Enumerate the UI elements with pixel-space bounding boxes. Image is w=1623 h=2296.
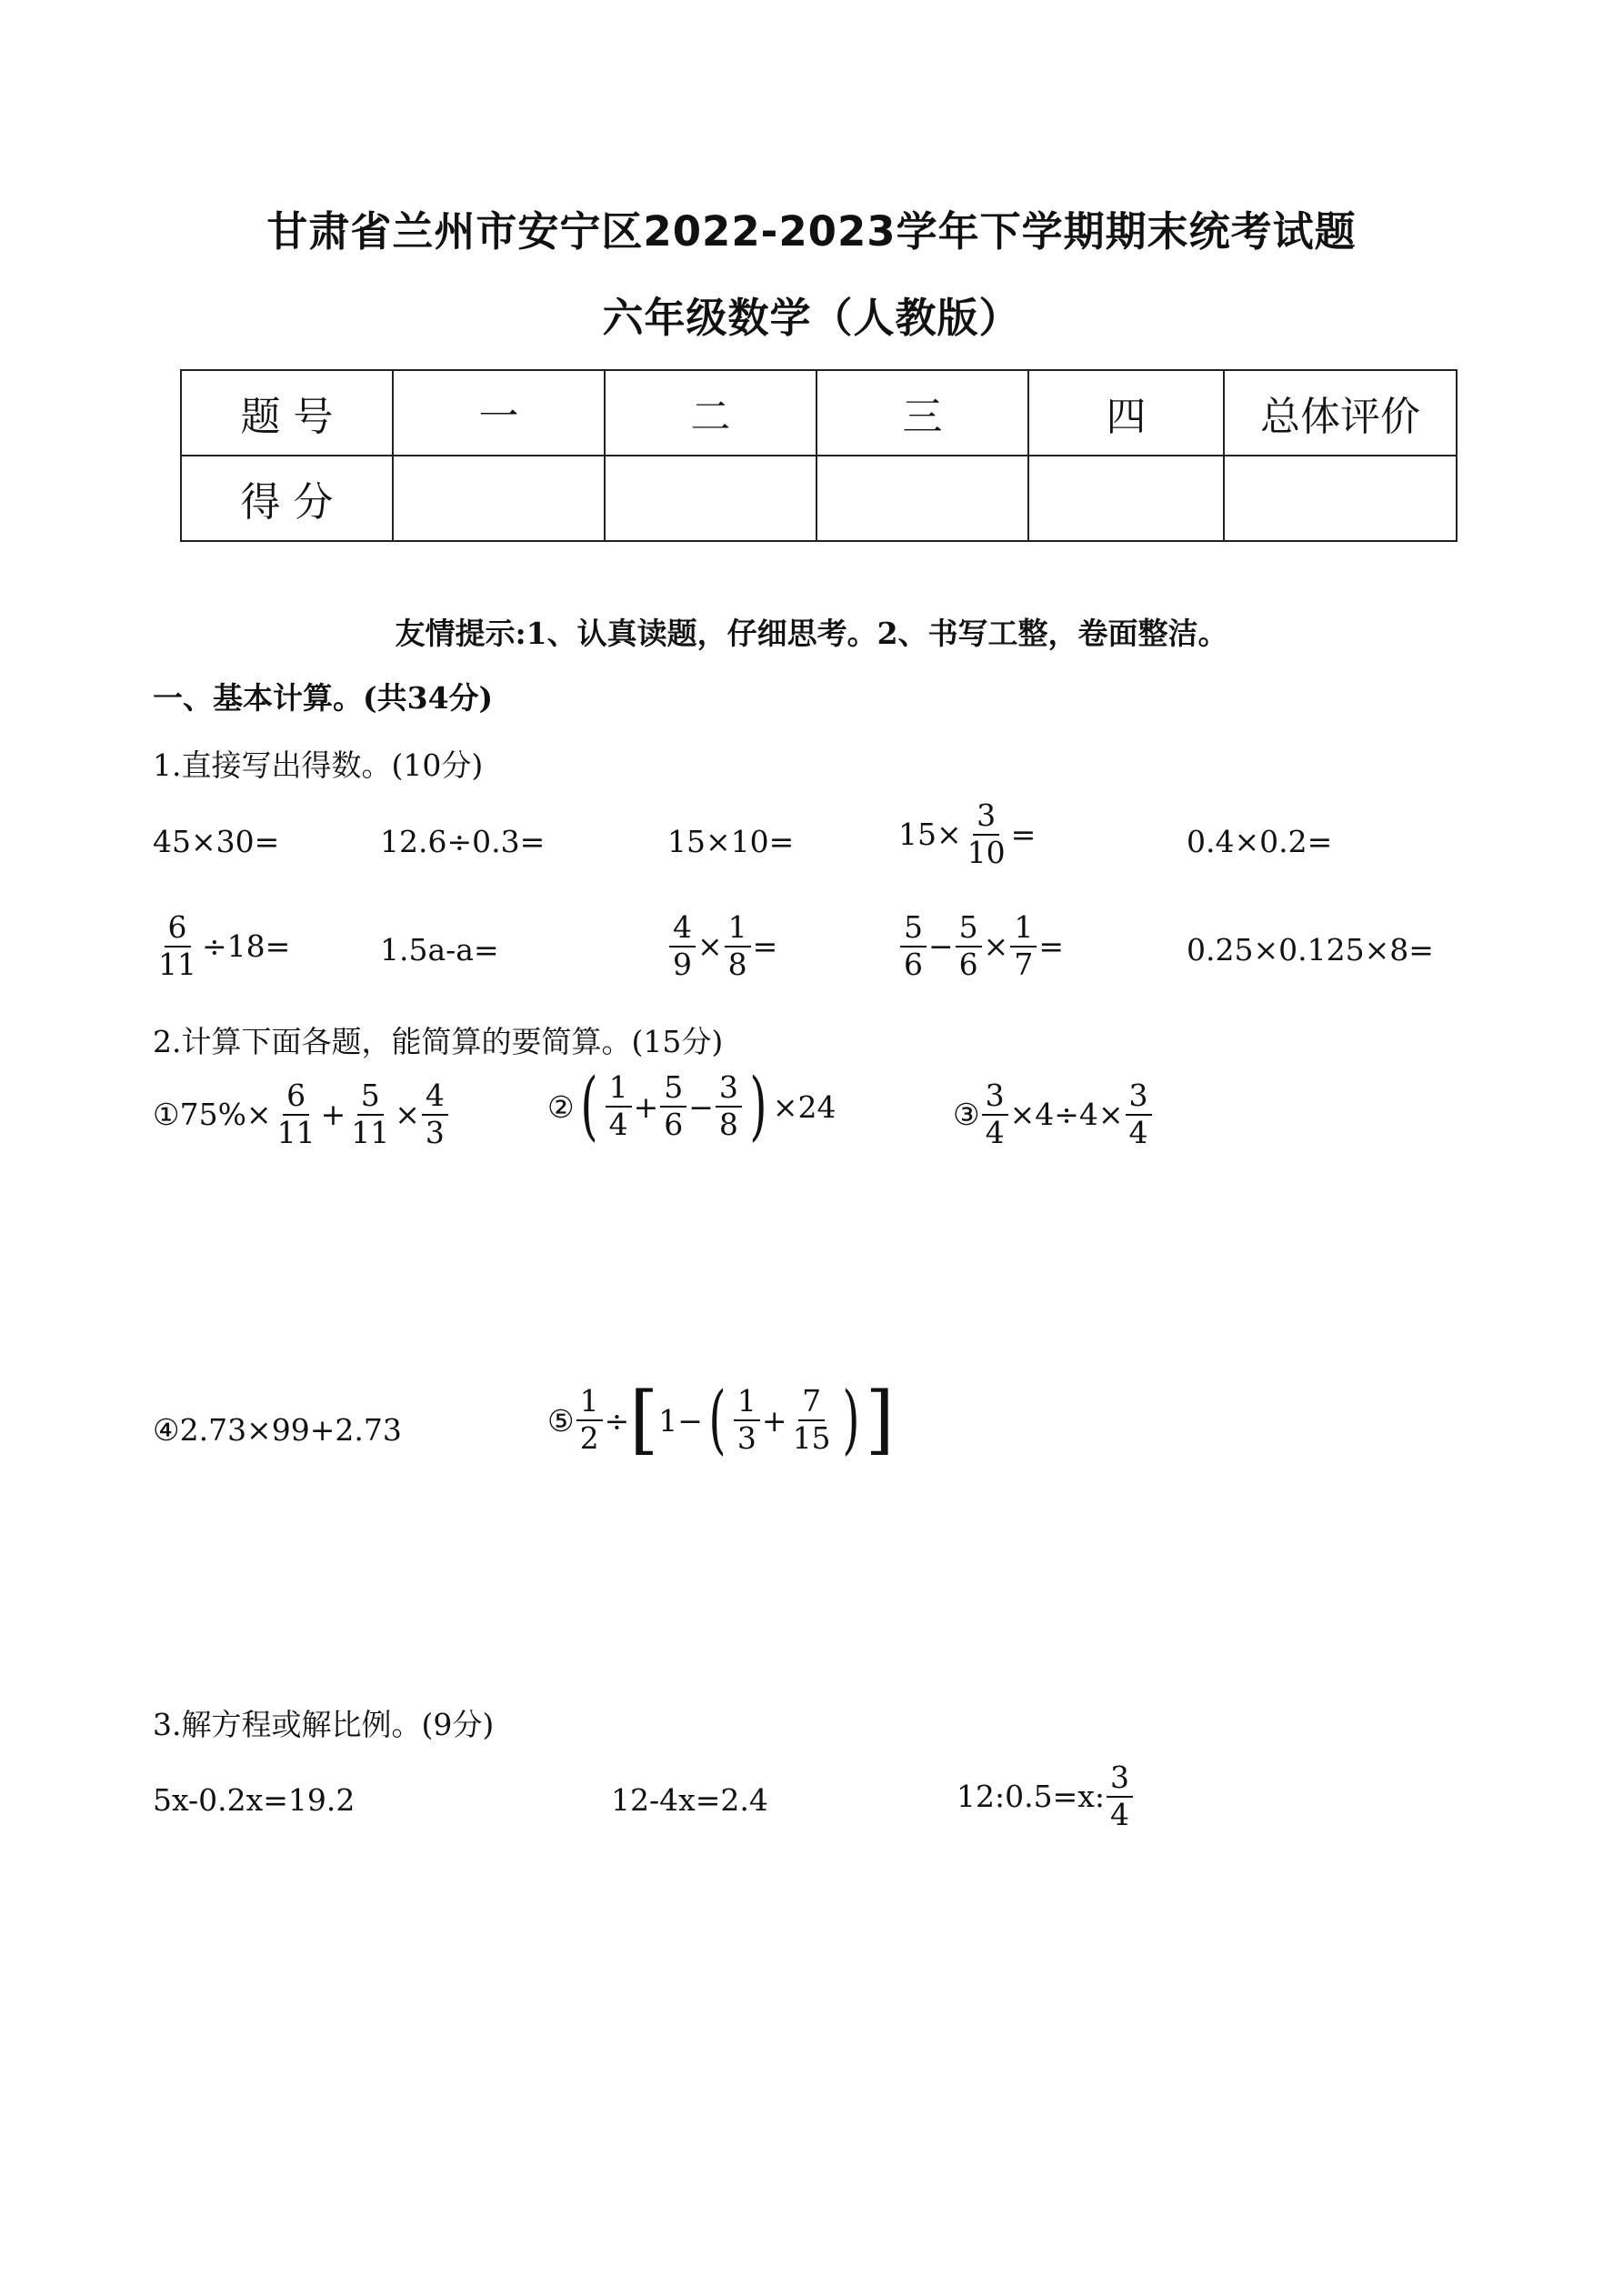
numerator: 3: [982, 1080, 1008, 1116]
q2-problem-3: [953, 1080, 1154, 1148]
numerator: 5: [357, 1080, 384, 1116]
expr-text: =: [1038, 928, 1064, 965]
q1-item: [898, 797, 1037, 870]
denominator: 11: [158, 946, 196, 982]
score-input-cell[interactable]: [1028, 456, 1224, 541]
numerator: 1: [734, 1386, 760, 1421]
question-2-title: 2.计算下面各题，能简算的要简算。(15分): [153, 1024, 724, 1059]
operator: ×: [697, 928, 723, 965]
expr-text: 12:0.5=x:: [957, 1779, 1105, 1815]
q1-item: 0.4×0.2=: [1187, 824, 1333, 859]
denominator: 6: [904, 946, 923, 982]
numerator: 3: [1107, 1762, 1133, 1798]
q1-item: 0.25×0.125×8=: [1187, 932, 1434, 968]
score-table-score-row: [181, 456, 1457, 541]
fraction: [422, 1080, 448, 1148]
operator: −: [928, 928, 954, 965]
fraction: [274, 1080, 319, 1148]
operator: +: [320, 1097, 346, 1133]
denominator: 11: [276, 1114, 316, 1150]
fraction: [660, 1069, 686, 1142]
expr-text: ×4÷4×: [1009, 1097, 1124, 1133]
section-heading: 一、基本计算。(共34分): [153, 680, 494, 716]
numerator: 5: [660, 1072, 686, 1108]
denominator: 9: [673, 946, 692, 982]
fraction: [982, 1080, 1008, 1148]
question-3-title: 3.解方程或解比例。(9分): [153, 1707, 495, 1742]
denominator: 2: [579, 1420, 599, 1456]
q2-problem-4: ④2.73×99+2.73: [153, 1412, 402, 1448]
score-table-cell: 得 分: [181, 456, 393, 541]
fraction: [155, 909, 200, 982]
expr-text: 1−: [658, 1402, 703, 1439]
expr-text: 15×: [898, 817, 962, 853]
operator: +: [761, 1402, 787, 1439]
fraction: [576, 1383, 603, 1456]
fraction: [347, 1080, 393, 1148]
numerator: 4: [422, 1080, 448, 1116]
question-1-title: 1.直接写出得数。(10分): [153, 747, 484, 783]
fraction: [669, 909, 696, 982]
left-bracket: [: [629, 1377, 659, 1463]
numerator: 1: [606, 1072, 632, 1108]
right-bracket: ]: [865, 1377, 895, 1463]
q3-equation: 12-4x=2.4: [611, 1782, 768, 1818]
denominator: 15: [792, 1420, 831, 1456]
denominator: 4: [985, 1114, 1005, 1150]
expr-text: =: [1010, 817, 1037, 853]
score-input-cell[interactable]: [1224, 456, 1457, 541]
fraction: [956, 909, 982, 982]
q2-problem-5: [547, 1377, 895, 1463]
denominator: 6: [664, 1107, 684, 1142]
page-subtitle: 六年级数学（人教版）: [602, 294, 1021, 342]
expr-text: ②: [547, 1088, 575, 1125]
numerator: 6: [165, 912, 191, 947]
q2-problem-1: [153, 1080, 450, 1148]
denominator: 4: [608, 1107, 628, 1142]
numerator: 1: [1010, 912, 1037, 947]
score-table-cell: 三: [817, 370, 1028, 456]
denominator: 3: [736, 1420, 756, 1456]
numerator: 5: [956, 912, 982, 947]
q1-item: [898, 909, 1064, 982]
expr-text: ×24: [772, 1088, 837, 1125]
tip-text: 友情提示:1、认真读题，仔细思考。2、书写工整，卷面整洁。: [395, 616, 1228, 651]
score-input-cell[interactable]: [393, 456, 605, 541]
denominator: 8: [718, 1107, 738, 1142]
expr-text: ÷18=: [202, 928, 291, 965]
score-table-cell: 二: [605, 370, 817, 456]
score-input-cell[interactable]: [817, 456, 1028, 541]
right-paren: ): [749, 1063, 767, 1149]
left-paren: (: [579, 1063, 598, 1149]
fraction: [964, 797, 1009, 870]
numerator: 3: [716, 1072, 742, 1108]
expr-text: ⑤: [547, 1402, 575, 1439]
denominator: 6: [958, 946, 978, 982]
operator: +: [633, 1088, 659, 1125]
right-paren: ): [841, 1377, 860, 1463]
score-table: [180, 369, 1458, 542]
fraction: [789, 1383, 835, 1456]
operator: ×: [395, 1097, 420, 1133]
score-table-cell: 四: [1028, 370, 1224, 456]
q3-equation: 5x-0.2x=19.2: [153, 1782, 356, 1818]
fraction: [900, 909, 927, 982]
page-title: 甘肃省兰州市安宁区2022-2023学年下学期期末统考试题: [266, 207, 1357, 256]
operator: −: [688, 1088, 714, 1125]
q3-equation: [957, 1762, 1135, 1830]
q2-problem-2: [547, 1063, 837, 1149]
expr-text: ①75%×: [153, 1097, 272, 1133]
fraction: [734, 1383, 760, 1456]
score-table-cell: 总体评价: [1224, 370, 1457, 456]
q1-item: [153, 909, 291, 982]
score-table-header-row: [181, 370, 1457, 456]
score-input-cell[interactable]: [605, 456, 817, 541]
left-paren: (: [708, 1377, 726, 1463]
denominator: 10: [967, 834, 1006, 870]
numerator: 4: [669, 912, 696, 947]
fraction: [725, 909, 751, 982]
denominator: 8: [727, 946, 747, 982]
numerator: 1: [725, 912, 751, 947]
denominator: 11: [351, 1114, 390, 1150]
expr-text: ③: [953, 1097, 980, 1133]
fraction: [1107, 1762, 1133, 1830]
denominator: 7: [1014, 946, 1034, 982]
denominator: 4: [1109, 1796, 1129, 1832]
operator: ÷: [604, 1402, 630, 1439]
denominator: 4: [1128, 1114, 1148, 1150]
q1-item: 1.5a-a=: [380, 932, 499, 968]
fraction: [606, 1069, 632, 1142]
fraction: [1126, 1080, 1152, 1148]
numerator: 3: [973, 800, 999, 836]
score-table-cell: 一: [393, 370, 605, 456]
numerator: 5: [900, 912, 927, 947]
operator: ×: [983, 928, 1009, 965]
denominator: 3: [425, 1114, 445, 1150]
numerator: 1: [576, 1386, 603, 1421]
numerator: 7: [798, 1386, 825, 1421]
q1-item: 12.6÷0.3=: [380, 824, 546, 859]
expr-text: =: [752, 928, 778, 965]
score-table-cell: 题 号: [181, 370, 393, 456]
q1-item: 15×10=: [667, 824, 795, 859]
q1-item: 45×30=: [153, 824, 280, 859]
numerator: 6: [283, 1080, 309, 1116]
fraction: [1010, 909, 1037, 982]
fraction: [716, 1069, 742, 1142]
numerator: 3: [1126, 1080, 1152, 1116]
q1-item: [667, 909, 778, 982]
